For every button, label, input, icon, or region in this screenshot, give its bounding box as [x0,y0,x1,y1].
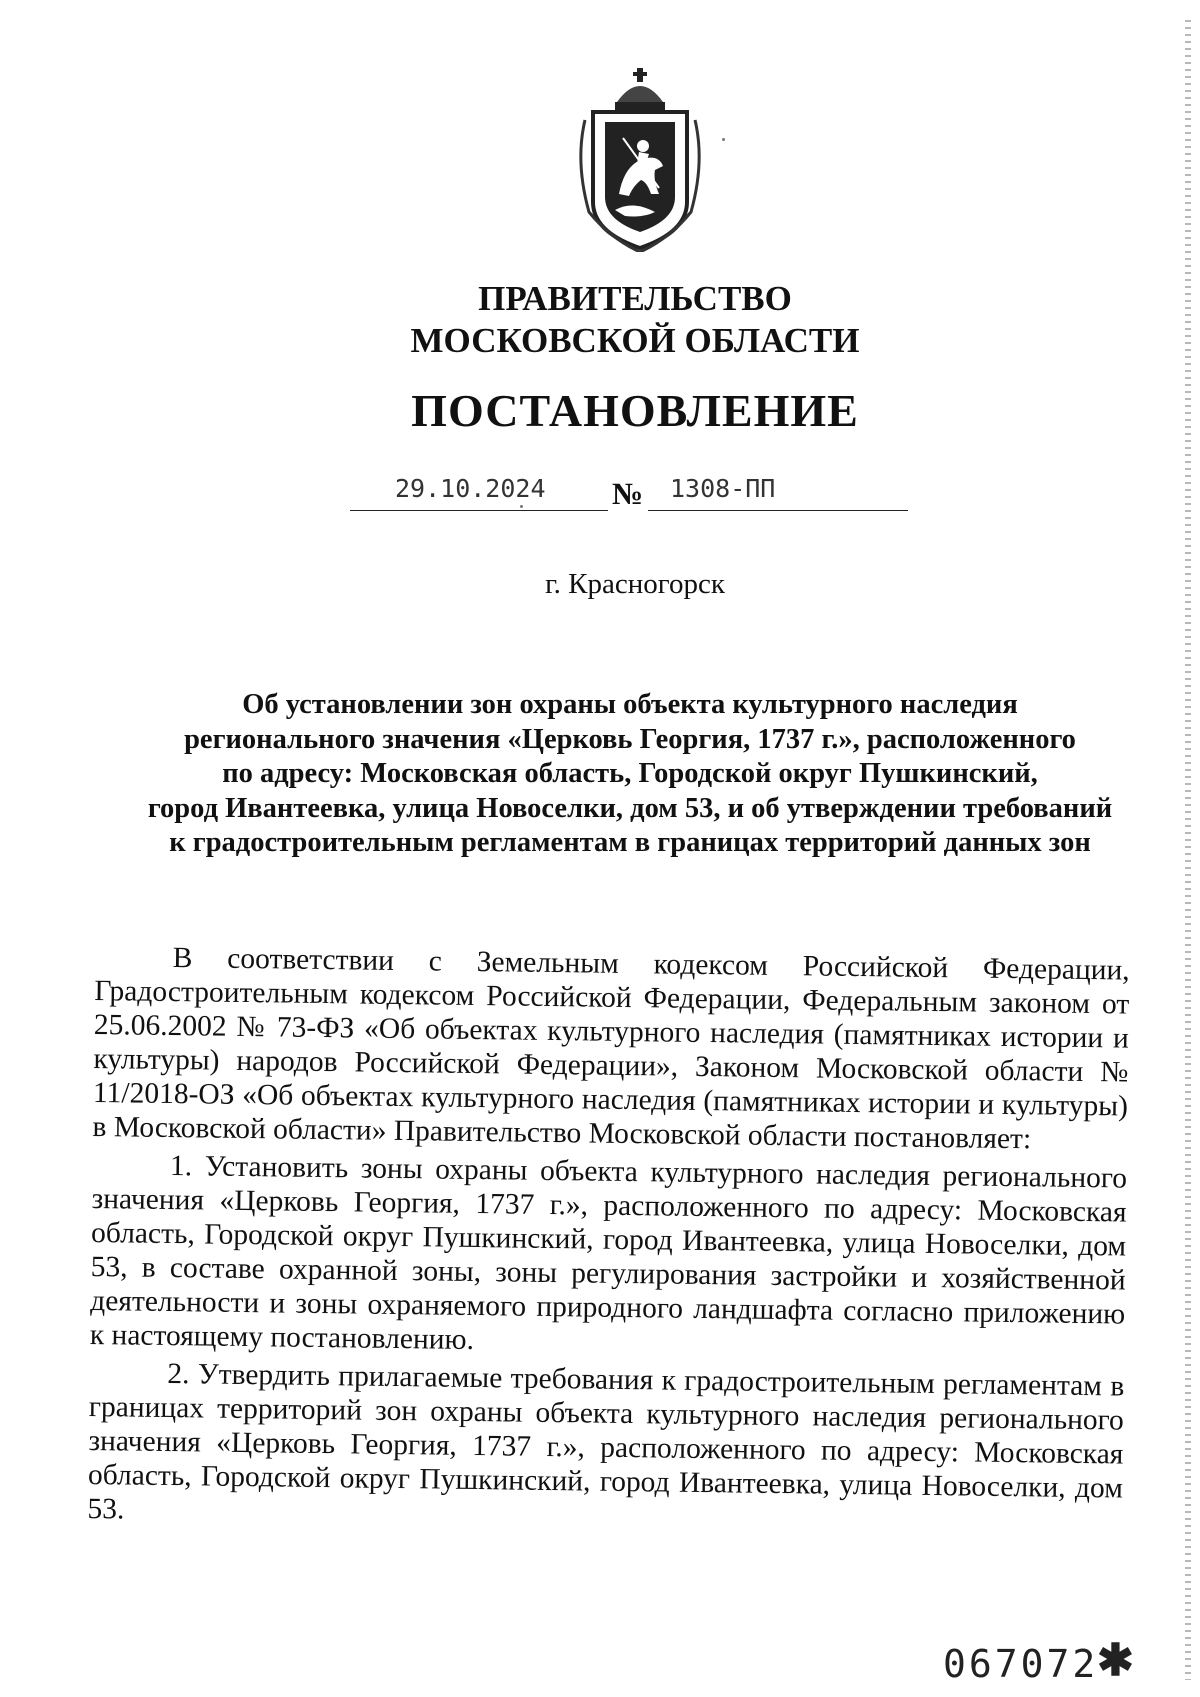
document-body [87,940,1130,1539]
issuer-line-1: ПРАВИТЕЛЬСТВО [478,279,792,318]
date-underline [350,510,608,511]
subject-line: Об установлении зон охраны объекта культурного наследия [242,689,1018,720]
number-sign: № [612,476,644,511]
serial-mark: ✱ [1097,1636,1134,1685]
scan-speck [520,505,523,508]
date-number-row [0,472,1200,522]
subject-line: регионального значения «Церковь Георгия, 1737 г.», расположенного [184,723,1076,755]
document-type-title: ПОСТАНОВЛЕНИЕ [411,385,859,436]
document-subject [120,688,1140,861]
subject-line: город Ивантеевка, улица Новоселки, дом 53, и об утверждении требований [147,792,1113,824]
issuer-line-2: МОСКОВСКОЙ ОБЛАСТИ [410,321,860,360]
number-underline [648,510,908,511]
moscow-oblast-coat-of-arms-icon [555,62,725,252]
subject-line: к градостроительным регламентам в границах территорий данных зон [169,827,1091,858]
subject-line: по адресу: Московская область, Городской округ Пушкинский, [222,758,1038,789]
scan-speck [722,138,725,141]
clause-2: 2. Утвердить прилагаемые требования к градостроительным регламентам в границах территорий зон охраны объекта культурного наследия регионального значения «Церковь Георгия, 1737 г.», расположенного по адресу: Московская область, Городской округ Пушкинский, город Ивантеевка, улица Новоселки, дом 53. [87,1357,1125,1526]
preamble-paragraph: В соответствии с Земельным кодексом Российской Федерации, Градостроительным кодексом Российской Федерации, Федеральным законом от 25.06.2002 № 73-ФЗ «Об объектах культурного наследия (памятниках истории и культуры) народов Российской Федерации», Законом Московской области № 11/2018-ОЗ «Об объектах культурного наследия (памятниках истории и культуры) в Московской области» Правительство Московской области постановляет: [92,942,1130,1156]
clause-1: 1. Установить зоны охраны объекта культурного наследия регионального значения «Церковь Георгия, 1737 г.», расположенного по адресу: Московская область, Городской округ Пушкинский, город Ивантеевка, улица Новоселки, дом 53, в составе охранной зоны, зоны регулирования застройки и хозяйственной деятельности и зоны охраняемого природного ландшафта согласно приложению к настоящему постановлению. [89,1150,1128,1356]
scan-edge-marks [1185,20,1191,1680]
issuing-city: г. Красногорск [545,568,725,600]
issuer-heading [0,278,1200,362]
document-number: 1308-ПП [670,474,776,503]
document-date: 29.10.2024 [395,474,546,503]
serial-number: 067072 [943,1642,1099,1686]
